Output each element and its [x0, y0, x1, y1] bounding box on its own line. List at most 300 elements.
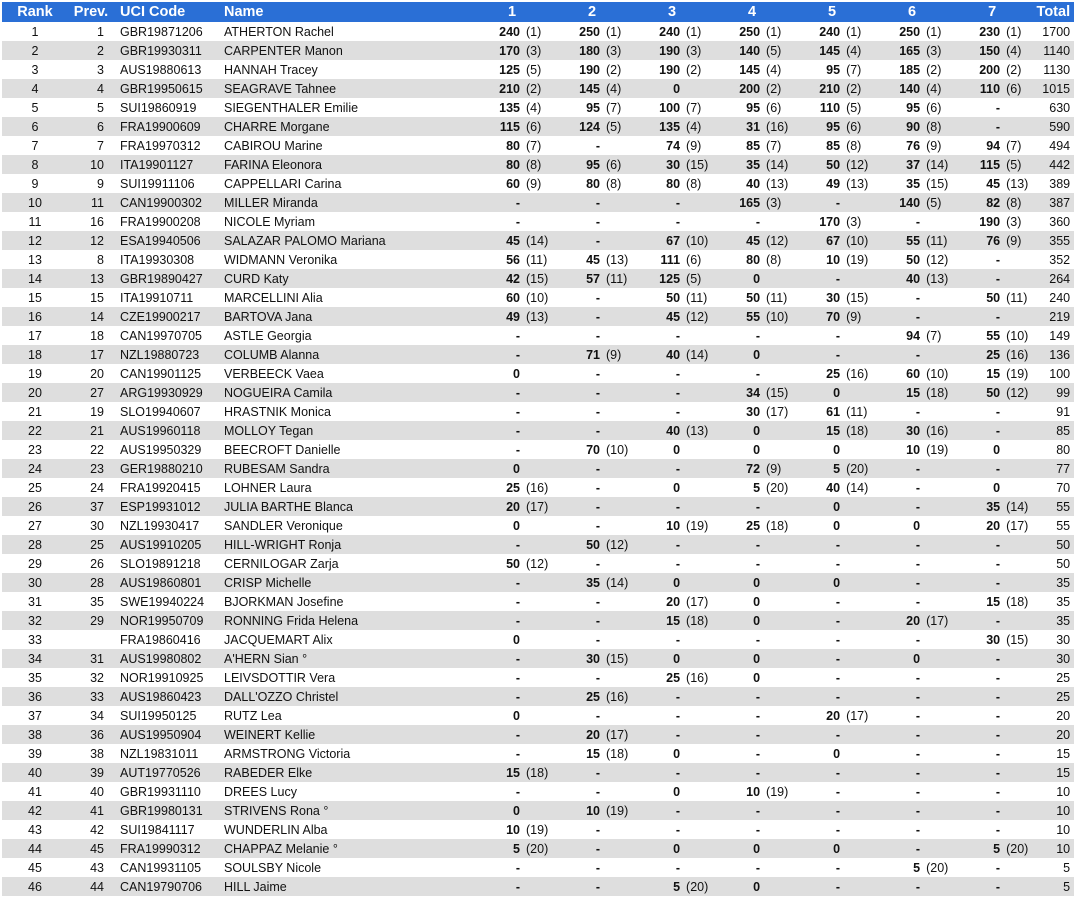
- round-6-points: -: [872, 801, 924, 820]
- rider-name-cell: BEECROFT Danielle: [224, 442, 341, 457]
- round-1-position: [524, 630, 552, 649]
- round-5-points: 0: [792, 839, 844, 858]
- rank-cell: 25: [28, 480, 42, 495]
- round-4-points: -: [712, 725, 764, 744]
- round-4-points: 250: [739, 24, 761, 39]
- prev-rank-cell: 41: [68, 801, 114, 820]
- header-round-3[interactable]: 3: [632, 2, 712, 22]
- total-points-cell: 35: [1032, 611, 1074, 630]
- round-4-position: (19): [766, 784, 789, 799]
- round-3-points: -: [632, 535, 684, 554]
- round-1-points: 0: [513, 632, 520, 647]
- table-row: [2, 79, 1074, 98]
- total-points-cell: 630: [1049, 100, 1071, 115]
- round-4-points: 10: [746, 784, 761, 799]
- round-1-points: 50: [506, 556, 520, 571]
- round-4-points: 0: [712, 611, 764, 630]
- rank-cell: 8: [2, 155, 68, 174]
- round-6-points: 76: [906, 138, 921, 153]
- round-4-points: 31: [712, 117, 764, 136]
- rider-name-cell: CABIROU Marine: [224, 138, 323, 153]
- round-4-points: 0: [712, 573, 764, 592]
- total-points-cell: 55: [1032, 497, 1074, 516]
- table-row: [2, 706, 1074, 725]
- uci-code-cell: AUS19980802: [114, 649, 218, 668]
- round-4-position: (9): [764, 459, 792, 478]
- round-7-points: 50: [986, 290, 1001, 305]
- round-3-points: -: [632, 193, 684, 212]
- round-7-position: [1004, 307, 1032, 326]
- round-2-points: -: [595, 670, 601, 685]
- round-7-position: (9): [1004, 231, 1032, 250]
- round-7-position: (1): [1006, 24, 1022, 39]
- round-7-position: [1004, 744, 1032, 763]
- round-1-position: (2): [524, 79, 552, 98]
- round-2-points: -: [595, 822, 601, 837]
- round-6-position: (18): [924, 383, 952, 402]
- rider-name-cell: HILL Jaime: [218, 877, 472, 896]
- round-6-points: 5: [913, 860, 921, 875]
- total-points-cell: 25: [1056, 670, 1071, 685]
- round-6-points: -: [915, 784, 921, 799]
- rank-cell: 34: [2, 649, 68, 668]
- round-2-position: [604, 478, 632, 497]
- round-1-points: 20: [472, 497, 524, 516]
- round-6-position: [924, 725, 952, 744]
- rider-name-cell: NOGUEIRA Camila: [218, 383, 472, 402]
- uci-code-cell: NOR19950709: [114, 611, 218, 630]
- round-4-points: 0: [712, 839, 764, 858]
- round-7-position: [1004, 725, 1032, 744]
- round-2-points: 10: [552, 801, 604, 820]
- round-4-position: (1): [766, 24, 782, 39]
- header-prev[interactable]: Prev.: [68, 2, 114, 22]
- round-1-position: (20): [524, 839, 552, 858]
- header-name[interactable]: Name: [218, 2, 472, 22]
- round-6-points: -: [872, 307, 924, 326]
- round-3-position: [684, 687, 712, 706]
- round-4-points: 145: [739, 62, 761, 77]
- round-5-points: -: [792, 269, 844, 288]
- round-3-points: 0: [673, 746, 681, 761]
- table-row: [2, 554, 1074, 573]
- rank-cell: 45: [28, 860, 42, 875]
- round-1-position: (14): [524, 231, 552, 250]
- rider-name-cell: RABEDER Elke: [218, 763, 472, 782]
- round-4-position: [764, 763, 792, 782]
- round-1-position: (15): [524, 269, 552, 288]
- uci-code-cell: AUS19910205: [114, 535, 218, 554]
- round-5-points: -: [835, 784, 841, 799]
- round-1-points: -: [472, 649, 524, 668]
- round-6-points: 95: [906, 100, 921, 115]
- round-1-position: (12): [526, 556, 549, 571]
- round-2-points: -: [552, 383, 604, 402]
- round-7-position: [1004, 782, 1032, 801]
- round-3-points: -: [632, 763, 684, 782]
- round-7-points: -: [995, 252, 1001, 267]
- rank-cell: 37: [28, 708, 42, 723]
- round-5-position: (20): [844, 459, 872, 478]
- round-1-position: (9): [526, 176, 542, 191]
- round-3-position: (10): [684, 231, 712, 250]
- uci-code-cell: SUI19841117: [120, 822, 195, 837]
- rank-cell: 24: [2, 459, 68, 478]
- rank-cell: 13: [28, 252, 42, 267]
- uci-code-cell: GBR19980131: [114, 801, 218, 820]
- round-1-points: 240: [499, 24, 520, 39]
- header-round-6[interactable]: 6: [872, 2, 952, 22]
- round-6-position: [924, 877, 952, 896]
- round-5-position: [844, 668, 872, 687]
- round-7-position: [1004, 573, 1032, 592]
- round-5-position: [844, 383, 872, 402]
- rider-name-cell: MILLER Miranda: [218, 193, 472, 212]
- prev-rank-cell: 2: [68, 41, 114, 60]
- round-2-position: (4): [604, 79, 632, 98]
- round-2-position: (17): [604, 725, 632, 744]
- round-3-position: (19): [686, 518, 709, 533]
- table-row: [2, 497, 1074, 516]
- round-4-position: (6): [766, 100, 782, 115]
- round-1-position: (3): [524, 41, 552, 60]
- rider-name-cell: WIDMANN Veronika: [224, 252, 338, 267]
- round-4-points: -: [755, 328, 761, 343]
- prev-rank-cell: 26: [90, 556, 104, 571]
- round-2-position: [604, 193, 632, 212]
- round-7-position: [1004, 687, 1032, 706]
- round-2-position: (6): [604, 155, 632, 174]
- round-2-position: [604, 592, 632, 611]
- round-7-position: (8): [1004, 193, 1032, 212]
- round-5-points: 0: [833, 518, 841, 533]
- round-4-position: (14): [764, 155, 792, 174]
- uci-code-cell: SUI19950125: [120, 708, 197, 723]
- table-row: [2, 516, 1074, 535]
- round-1-position: [524, 421, 552, 440]
- round-1-position: [524, 459, 552, 478]
- round-6-points: 20: [872, 611, 924, 630]
- prev-rank-cell: 19: [90, 404, 104, 419]
- round-3-position: (15): [684, 155, 712, 174]
- round-1-points: 0: [513, 708, 520, 723]
- round-2-points: -: [552, 231, 604, 250]
- prev-rank-cell: 23: [68, 459, 114, 478]
- round-5-points: 170: [819, 214, 841, 229]
- total-points-cell: 50: [1032, 535, 1074, 554]
- table-row: [2, 60, 1074, 79]
- round-5-points: -: [835, 670, 841, 685]
- round-6-position: [924, 497, 952, 516]
- prev-rank-cell: 31: [68, 649, 114, 668]
- round-7-position: [1004, 820, 1032, 839]
- round-5-points: 49: [826, 176, 841, 191]
- round-6-position: [924, 307, 952, 326]
- total-points-cell: 149: [1049, 328, 1071, 343]
- round-4-points: 25: [746, 518, 761, 533]
- prev-rank-cell: 1: [97, 24, 104, 39]
- round-5-position: [844, 592, 872, 611]
- uci-code-cell: ITA19910711: [120, 290, 194, 305]
- round-5-position: (15): [846, 290, 869, 305]
- rider-name-cell: LEIVSDOTTIR Vera: [224, 670, 336, 685]
- round-7-points: -: [952, 801, 1004, 820]
- rank-cell: 15: [28, 290, 42, 305]
- header-uci-code[interactable]: UCI Code: [114, 2, 218, 22]
- rider-name-cell: SIEGENTHALER Emilie: [224, 100, 359, 115]
- round-7-points: -: [995, 670, 1001, 685]
- rank-cell: 28: [2, 535, 68, 554]
- header-total[interactable]: Total: [1032, 2, 1074, 22]
- prev-rank-cell: 35: [90, 594, 104, 609]
- round-4-points: 72: [712, 459, 764, 478]
- table-row: [2, 535, 1074, 554]
- prev-rank-cell: 32: [90, 670, 104, 685]
- round-1-points: -: [472, 877, 524, 896]
- round-5-points: 25: [826, 366, 841, 381]
- round-2-position: (10): [606, 442, 629, 457]
- round-5-position: (4): [844, 41, 872, 60]
- round-4-position: [764, 744, 792, 763]
- round-2-points: 25: [552, 687, 604, 706]
- round-7-points: -: [952, 687, 1004, 706]
- round-5-position: [844, 326, 872, 345]
- round-3-points: -: [632, 801, 684, 820]
- round-5-position: [844, 782, 872, 801]
- rank-cell: 35: [28, 670, 42, 685]
- round-6-position: [924, 212, 952, 231]
- round-4-points: 165: [712, 193, 764, 212]
- table-row: [2, 725, 1074, 744]
- round-2-points: 145: [552, 79, 604, 98]
- round-2-position: [604, 383, 632, 402]
- round-7-position: [1004, 421, 1032, 440]
- round-3-position: [684, 212, 712, 231]
- round-7-points: 82: [952, 193, 1004, 212]
- round-4-position: [764, 630, 792, 649]
- round-2-points: 57: [552, 269, 604, 288]
- prev-rank-cell: 14: [68, 307, 114, 326]
- round-5-points: 95: [792, 117, 844, 136]
- round-6-points: -: [915, 632, 921, 647]
- round-1-points: -: [515, 214, 520, 229]
- header-round-7[interactable]: 7: [952, 2, 1032, 22]
- round-3-points: 100: [659, 100, 681, 115]
- round-3-points: 240: [659, 24, 681, 39]
- uci-code-cell: SWE19940224: [120, 594, 205, 609]
- round-5-points: 110: [819, 100, 841, 115]
- round-6-points: 50: [906, 252, 921, 267]
- round-5-points: -: [835, 632, 841, 647]
- round-5-points: 40: [826, 480, 841, 495]
- uci-code-cell: CZE19900217: [114, 307, 218, 326]
- round-2-points: 95: [586, 100, 601, 115]
- table-row: [2, 250, 1074, 269]
- uci-code-cell: GBR19950615: [114, 79, 218, 98]
- total-points-cell: 389: [1049, 176, 1071, 191]
- round-4-points: -: [712, 687, 764, 706]
- round-3-position: [684, 573, 712, 592]
- round-2-points: -: [595, 328, 601, 343]
- round-4-points: -: [755, 822, 761, 837]
- round-2-position: (15): [604, 649, 632, 668]
- round-7-points: -: [952, 573, 1004, 592]
- header-row: [2, 2, 1074, 22]
- round-3-position: [684, 839, 712, 858]
- prev-rank-cell: 45: [68, 839, 114, 858]
- uci-code-cell: AUS19960118: [114, 421, 218, 440]
- round-3-points: 0: [673, 784, 681, 799]
- round-1-position: [524, 364, 552, 383]
- round-2-position: (14): [604, 573, 632, 592]
- round-6-points: 55: [872, 231, 924, 250]
- round-4-position: (8): [766, 252, 782, 267]
- round-7-position: (18): [1006, 594, 1029, 609]
- round-4-points: 140: [712, 41, 764, 60]
- table-row: [2, 231, 1074, 250]
- header-round-4[interactable]: 4: [712, 2, 792, 22]
- rank-cell: 16: [2, 307, 68, 326]
- total-points-cell: 30: [1032, 649, 1074, 668]
- round-5-position: [844, 858, 872, 877]
- round-4-points: -: [712, 535, 764, 554]
- round-4-position: [764, 820, 792, 839]
- round-6-position: (13): [924, 269, 952, 288]
- round-6-points: -: [915, 556, 921, 571]
- round-6-points: 0: [872, 649, 924, 668]
- round-6-position: (20): [926, 860, 949, 875]
- round-4-points: -: [755, 860, 761, 875]
- rider-name-cell: SALAZAR PALOMO Mariana: [218, 231, 472, 250]
- round-1-points: 25: [506, 480, 520, 495]
- round-6-position: (11): [924, 231, 952, 250]
- round-1-points: 60: [506, 290, 520, 305]
- round-4-points: 0: [753, 594, 761, 609]
- uci-code-cell: ARG19930929: [114, 383, 218, 402]
- prev-rank-cell: 4: [68, 79, 114, 98]
- round-7-points: -: [952, 877, 1004, 896]
- prev-rank-cell: 43: [90, 860, 104, 875]
- round-7-points: -: [952, 307, 1004, 326]
- round-5-points: -: [835, 822, 841, 837]
- round-7-points: -: [995, 746, 1001, 761]
- uci-code-cell: FRA19900609: [114, 117, 218, 136]
- round-2-points: 190: [579, 62, 601, 77]
- round-3-points: -: [675, 822, 681, 837]
- uci-code-cell: CAN19970705: [120, 328, 203, 343]
- round-2-position: [604, 611, 632, 630]
- uci-code-cell: ESP19931012: [114, 497, 218, 516]
- round-6-position: [924, 801, 952, 820]
- round-6-points: -: [872, 459, 924, 478]
- round-6-points: 60: [906, 366, 921, 381]
- total-points-cell: 360: [1049, 214, 1071, 229]
- uci-code-cell: GBR19930311: [114, 41, 218, 60]
- uci-code-cell: CAN19901125: [120, 366, 202, 381]
- round-3-points: 40: [632, 345, 684, 364]
- uci-code-cell: ESA19940506: [114, 231, 218, 250]
- round-5-position: (5): [846, 100, 862, 115]
- round-3-points: -: [675, 328, 681, 343]
- round-7-position: (13): [1006, 176, 1029, 191]
- round-5-position: [844, 763, 872, 782]
- round-2-points: -: [595, 138, 601, 153]
- round-2-points: -: [595, 556, 601, 571]
- round-1-position: (10): [526, 290, 549, 305]
- table-row: [2, 136, 1074, 155]
- round-1-position: [524, 383, 552, 402]
- round-4-points: 40: [746, 176, 761, 191]
- rider-name-cell: HANNAH Tracey: [224, 62, 318, 77]
- round-6-position: (5): [924, 193, 952, 212]
- prev-rank-cell: 44: [68, 877, 114, 896]
- round-7-position: [1004, 98, 1032, 117]
- round-5-position: [844, 193, 872, 212]
- round-6-points: 94: [906, 328, 921, 343]
- round-4-position: [764, 421, 792, 440]
- rank-cell: 2: [2, 41, 68, 60]
- round-5-position: (6): [844, 117, 872, 136]
- header-rank[interactable]: Rank: [2, 2, 68, 22]
- rider-name-cell: CARPENTER Manon: [218, 41, 472, 60]
- round-7-points: -: [952, 611, 1004, 630]
- total-points-cell: 80: [1056, 442, 1071, 457]
- round-5-position: (10): [844, 231, 872, 250]
- round-2-points: -: [595, 784, 601, 799]
- round-6-position: [924, 744, 952, 763]
- round-4-position: [764, 326, 792, 345]
- round-5-position: (14): [846, 480, 869, 495]
- table-row: [2, 801, 1074, 820]
- table-row: [2, 383, 1074, 402]
- round-4-points: 0: [753, 670, 761, 685]
- rider-name-cell: HILL-WRIGHT Ronja: [218, 535, 472, 554]
- round-3-position: (11): [686, 290, 708, 305]
- table-row: [2, 326, 1074, 345]
- round-6-points: -: [915, 594, 921, 609]
- prev-rank-cell: [68, 630, 114, 649]
- round-2-position: (18): [606, 746, 629, 761]
- round-5-points: -: [835, 556, 841, 571]
- round-7-points: 15: [986, 594, 1001, 609]
- table-row: [2, 649, 1074, 668]
- round-7-position: (6): [1004, 79, 1032, 98]
- round-4-points: 35: [712, 155, 764, 174]
- round-5-position: (1): [846, 24, 862, 39]
- round-3-position: [684, 478, 712, 497]
- round-5-points: -: [792, 649, 844, 668]
- round-4-position: [764, 364, 792, 383]
- prev-rank-cell: 11: [68, 193, 114, 212]
- round-3-position: [684, 744, 712, 763]
- round-2-position: [604, 763, 632, 782]
- round-1-points: 45: [472, 231, 524, 250]
- header-round-1[interactable]: 1: [472, 2, 552, 22]
- prev-rank-cell: 8: [97, 252, 104, 267]
- prev-rank-cell: 34: [90, 708, 104, 723]
- header-round-5[interactable]: 5: [792, 2, 872, 22]
- round-7-position: (5): [1004, 155, 1032, 174]
- table-row: [2, 478, 1074, 497]
- round-1-points: 0: [472, 801, 524, 820]
- round-2-position: (8): [606, 176, 622, 191]
- rank-cell: 30: [2, 573, 68, 592]
- round-6-position: [924, 839, 952, 858]
- round-7-position: [1004, 459, 1032, 478]
- round-2-position: (5): [604, 117, 632, 136]
- rank-cell: 33: [28, 632, 42, 647]
- header-round-2[interactable]: 2: [552, 2, 632, 22]
